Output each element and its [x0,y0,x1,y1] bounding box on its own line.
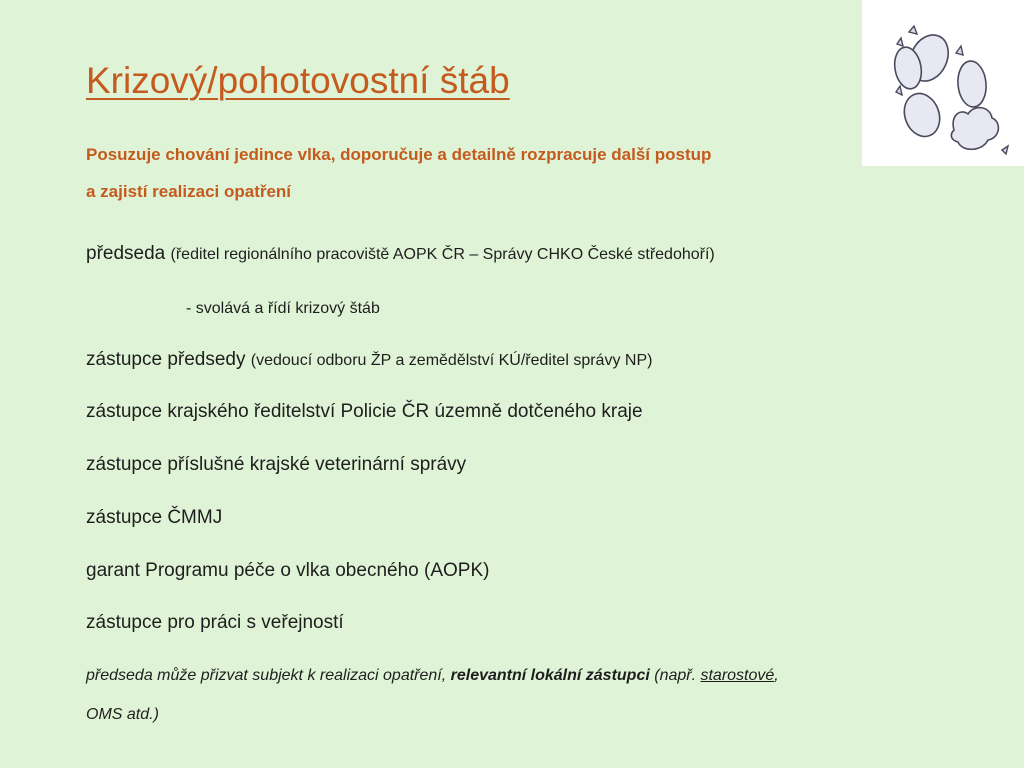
wolf-paw-print-icon [862,0,1024,166]
member-vice-chair-role: zástupce předsedy [86,349,246,370]
member-chair-duty: - svolává a řídí krizový štáb [186,300,380,317]
subtitle-line-1: Posuzuje chování jedince vlka, doporučuje a detailně rozpracuje další postup [86,145,712,164]
member-chair-detail: (ředitel regionálního pracoviště AOPK ČR – Správy CHKO České středohoří) [170,246,715,263]
note-part3: , [774,667,779,684]
note-underlined: starostové [700,667,775,684]
slide-title: Krizový/pohotovostní štáb [86,60,510,101]
member-vet: zástupce příslušné krajské veterinární správy [86,454,467,475]
member-chair-role: předseda [86,243,166,264]
member-police: zástupce krajského ředitelství Policie ČR územně dotčeného kraje [86,401,643,422]
member-chair [86,243,715,265]
note-line-2: OMS atd.) [86,706,159,723]
member-vice-chair-detail: (vedoucí odboru ŽP a zemědělství KÚ/ředitel správy NP) [250,352,653,369]
note-part1: předseda může přizvat subjekt k realizaci opatření, [86,667,451,684]
member-guarantor: garant Programu péče o vlka obecného (AOPK) [86,560,490,581]
note-part2: (např. [649,667,701,684]
member-public: zástupce pro práci s veřejností [86,612,344,633]
member-vice-chair [86,349,652,371]
member-cmmj: zástupce ČMMJ [86,507,223,528]
note-line-1 [86,667,779,685]
subtitle-line-2: a zajistí realizaci opatření [86,182,292,201]
note-bold: relevantní lokální zástupci [450,667,650,684]
